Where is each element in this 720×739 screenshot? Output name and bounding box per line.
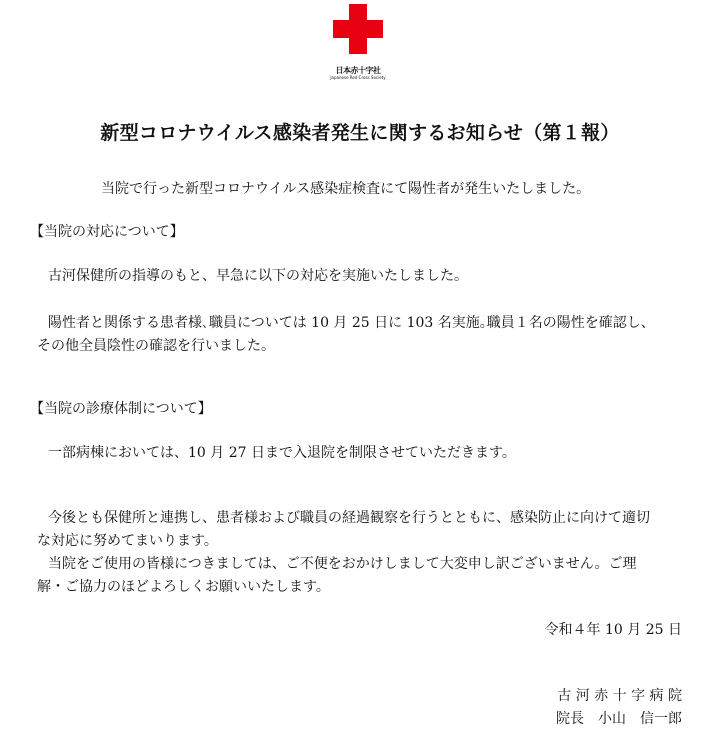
red-cross-logo [329,4,387,84]
page-title: 新型コロナウイルス感染者発生に関するお知らせ（第１報） [100,122,620,144]
response-paragraph-2-line-1: 陽性者と関係する患者様､職員については 10 月 25 日に 103 名実施｡職員１名の陽性を確認し、 [48,315,655,331]
signature-director: 院長 小山 信一郎 [556,711,682,727]
notice-date: 令和４年 10 月 25 日 [544,622,682,638]
response-paragraph-1: 古河保健所の指導のもと、早急に以下の対応を実施いたしました。 [48,268,468,284]
signature-hospital: 古 河 赤 十 字 病 院 [557,688,682,704]
closing-line-1: 今後とも保健所と連携し、患者様および職員の経過観察を行うとともに、感染防止に向けて適切 [48,510,650,526]
closing-line-4: 解・ご協力のほどよろしくお願いいたします。 [37,579,330,595]
intro-text: 当院で行った新型コロナウイルス感染症検査にて陽性者が発生いたしました。 [101,181,591,197]
closing-line-3: 当院をご使用の皆様につきましては、ご不便をおかけしまして大変申し訳ございません。ご理 [48,556,637,572]
section-heading-medical: 【当院の診療体制について】 [30,401,212,417]
response-paragraph-2-line-2: その他全員陰性の確認を行いました。 [37,338,275,354]
logo-name-en: Japanese Red Cross Society [330,75,386,80]
red-cross-icon [333,4,383,54]
medical-paragraph-1: 一部病棟においては、10 月 27 日まで入退院を制限させていただきます。 [48,445,516,461]
logo-name-jp: 日本赤十字社 [335,66,381,75]
section-heading-response: 【当院の対応について】 [30,224,184,240]
closing-line-2: な対応に努めてまいります。 [37,533,218,549]
